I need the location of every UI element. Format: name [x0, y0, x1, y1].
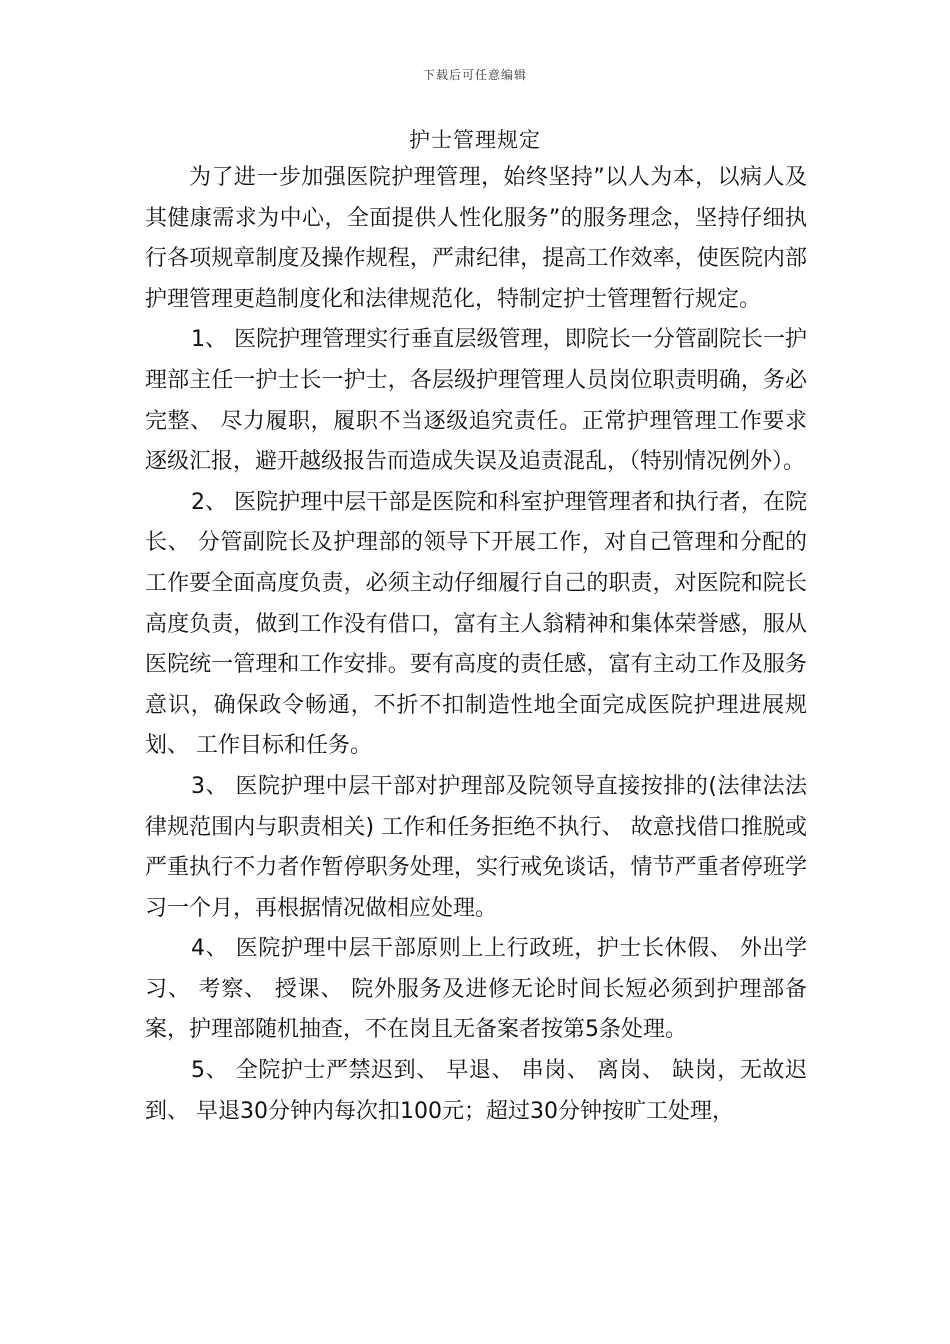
- rule-paragraph-2: 2、 医院护理中层干部是医院和科室护理管理者和执行者，在院长、 分管副院长及护理部的领导下开展工作，对自己管理和分配的工作要全面高度负责，必须主动仔细履行自己的职责，对医院和院长高度负责，做到工作没有借口，富有主人翁精神和集体荣誉感，服从医院统一管理和工作安排。要有高度的责任感，富有主动工作及服务意识，确保政令畅通，不折不扣制造性地全面完成医院护理进展规划、 工作目标和任务。: [145, 489, 807, 759]
- rule-paragraph-4: 4、 医院护理中层干部原则上上行政班，护士长休假、 外出学习、 考察、 授课、 院外服务及进修无论时间长短必须到护理部备案，护理部随机抽查，不在岗且无备案者按第5条处理。: [145, 936, 807, 1043]
- intro-paragraph: 为了进一步加强医院护理管理，始终坚持”以人为本，以病人及其健康需求为中心，全面提供人性化服务”的服务理念，坚持仔细执行各项规章制度及操作规程，严肃纪律，提高工作效率，使医院内部护理管理更趋制度化和法律规范化，特制定护士管理暂行规定。: [145, 165, 807, 312]
- document-title: 护士管理规定: [409, 128, 541, 152]
- rule-paragraph-1: 1、 医院护理管理实行垂直层级管理，即院长一分管副院长一护理部主任一护士长一护士，各层级护理管理人员岗位职责明确，务必完整、 尽力履职，履职不当逐级追究责任。正常护理管理工作要求逐级汇报，避开越级报告而造成失误及追责混乱，（特别情况例外）。: [145, 327, 807, 475]
- rule-paragraph-5: 5、 全院护士严禁迟到、 早退、 串岗、 离岗、 缺岗，无故迟到、 早退30分钟内每次扣100元；超过30分钟按旷工处理，: [145, 1058, 807, 1124]
- document-body: [145, 158, 807, 1132]
- download-watermark: 下载后可任意编辑: [422, 68, 527, 82]
- rule-paragraph-3: 3、 医院护理中层干部对护理部及院领导直接按排的(法律法法律规范围内与职责相关) 工作和任务拒绝不执行、 故意找借口推脱或严重执行不力者作暂停职务处理，实行戒免谈话，情节严重者停班学习一个月，再根据情况做相应处理。: [145, 773, 807, 921]
